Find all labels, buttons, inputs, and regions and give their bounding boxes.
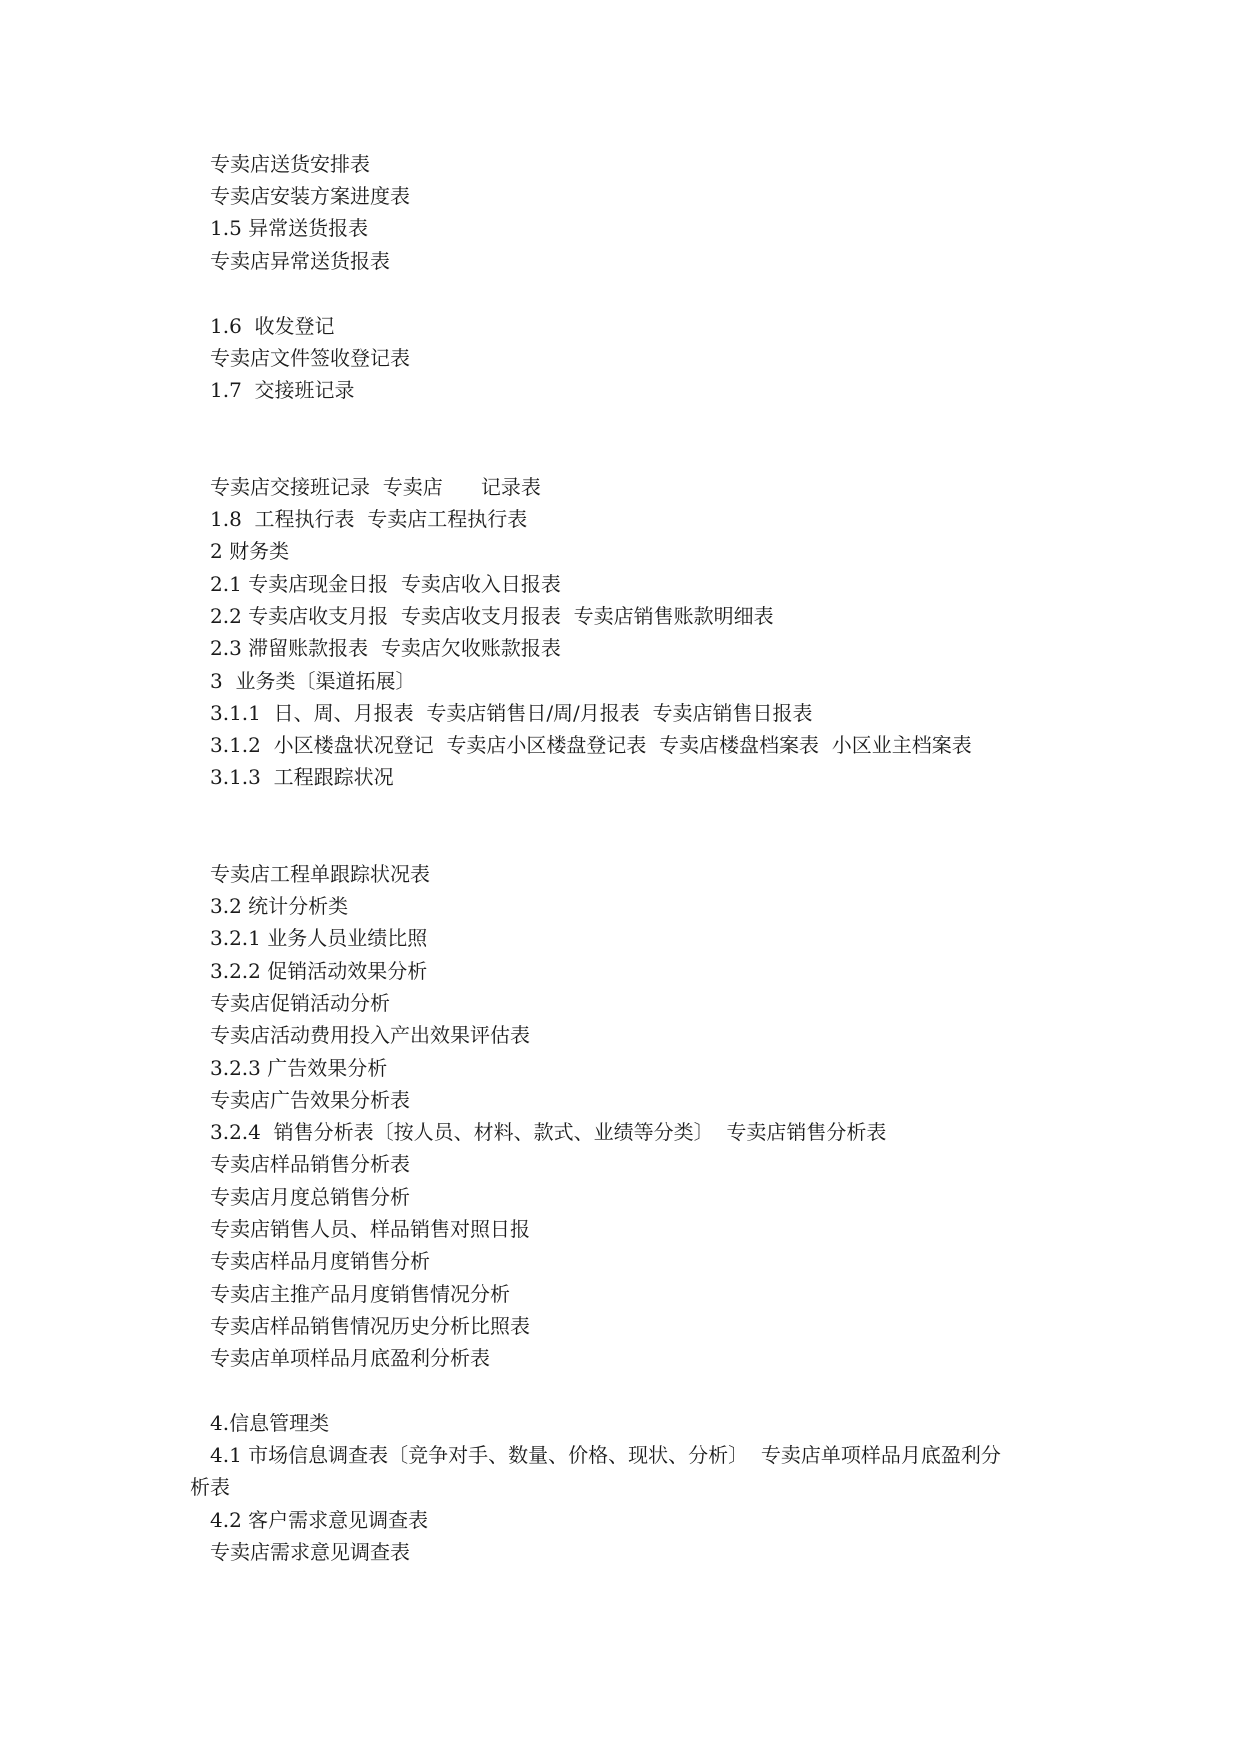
text-line: 4.信息管理类 <box>210 1411 330 1435</box>
text-line: 1.8 工程执行表 专卖店工程执行表 <box>210 507 528 531</box>
text-line: 专卖店工程单跟踪状况表 <box>210 862 430 886</box>
text-line: 3.2 统计分析类 <box>210 894 349 918</box>
text-line: 3.2.2 促销活动效果分析 <box>210 959 428 983</box>
text-line: 3.1.1 日、周、月报表 专卖店销售日/周/月报表 专卖店销售日报表 <box>210 701 813 725</box>
text-line: 3.2.1 业务人员业绩比照 <box>210 926 428 950</box>
text-line: 专卖店样品月度销售分析 <box>210 1249 430 1273</box>
text-line: 3.2.4 销售分析表〔按人员、材料、款式、业绩等分类〕 专卖店销售分析表 <box>210 1120 887 1144</box>
text-line: 2.2 专卖店收支月报 专卖店收支月报表 专卖店销售账款明细表 <box>210 604 774 628</box>
text-line: 4.2 客户需求意见调查表 <box>210 1508 429 1532</box>
text-line: 1.5 异常送货报表 <box>210 216 369 240</box>
text-line: 析表 <box>190 1475 230 1499</box>
text-line: 专卖店主推产品月度销售情况分析 <box>210 1282 510 1306</box>
text-line: 专卖店单项样品月底盈利分析表 <box>210 1346 490 1370</box>
text-line: 专卖店样品销售分析表 <box>210 1152 410 1176</box>
text-line: 3.1.3 工程跟踪状况 <box>210 765 394 789</box>
text-line: 专卖店交接班记录 专卖店 记录表 <box>210 475 541 499</box>
text-line: 4.1 市场信息调查表〔竞争对手、数量、价格、现状、分析〕 专卖店单项样品月底盈利分 <box>210 1443 1001 1467</box>
text-line: 1.7 交接班记录 <box>210 378 355 402</box>
text-line: 3.1.2 小区楼盘状况登记 专卖店小区楼盘登记表 专卖店楼盘档案表 小区业主档案表 <box>210 733 972 757</box>
text-line: 专卖店促销活动分析 <box>210 991 390 1015</box>
text-line: 专卖店销售人员、样品销售对照日报 <box>210 1217 530 1241</box>
text-line: 专卖店活动费用投入产出效果评估表 <box>210 1023 530 1047</box>
text-line: 专卖店异常送货报表 <box>210 249 390 273</box>
text-line: 2 财务类 <box>210 539 290 563</box>
text-line: 3.2.3 广告效果分析 <box>210 1056 388 1080</box>
text-line: 专卖店安装方案进度表 <box>210 184 410 208</box>
text-line: 2.3 滞留账款报表 专卖店欠收账款报表 <box>210 636 561 660</box>
text-line: 专卖店样品销售情况历史分析比照表 <box>210 1314 530 1338</box>
text-line: 3 业务类〔渠道拓展〕 <box>210 669 416 693</box>
text-line: 专卖店文件签收登记表 <box>210 346 410 370</box>
text-line: 2.1 专卖店现金日报 专卖店收入日报表 <box>210 572 561 596</box>
text-line: 1.6 收发登记 <box>210 314 335 338</box>
text-line: 专卖店广告效果分析表 <box>210 1088 410 1112</box>
text-line: 专卖店需求意见调查表 <box>210 1540 410 1564</box>
text-line: 专卖店月度总销售分析 <box>210 1185 410 1209</box>
text-line: 专卖店送货安排表 <box>210 152 370 176</box>
